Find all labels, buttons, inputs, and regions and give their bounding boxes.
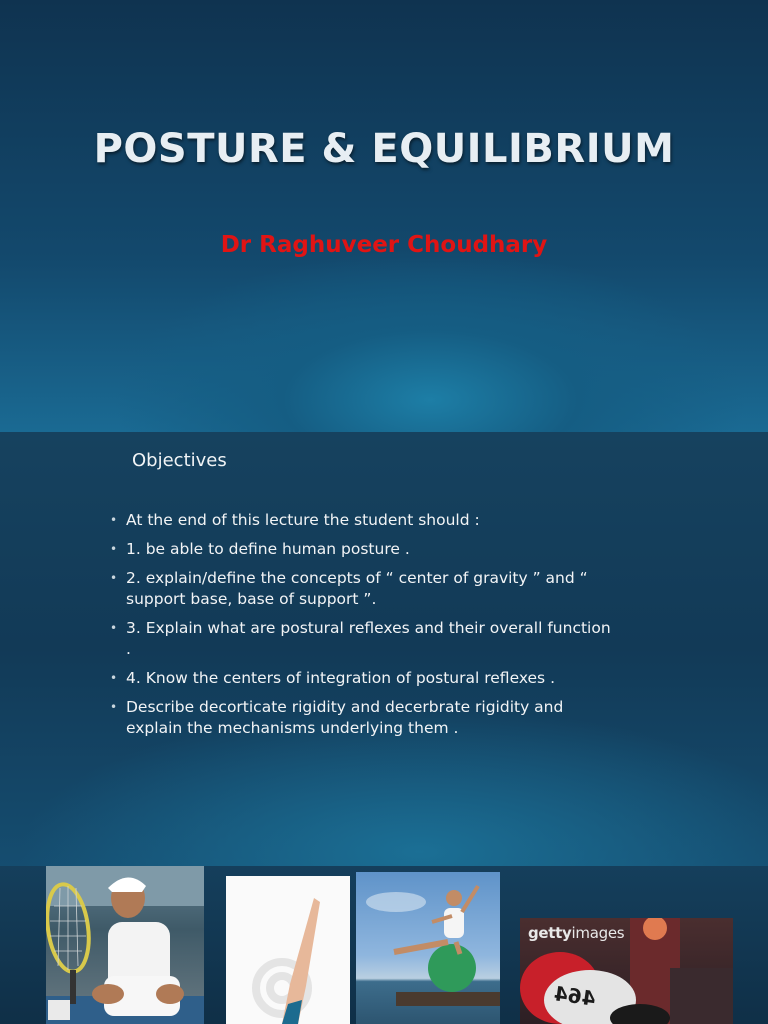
list-item: [110, 568, 620, 610]
slide-author: Dr Raghuveer Choudhary: [220, 232, 548, 258]
bullet-icon: •: [110, 571, 118, 585]
list-item: [110, 510, 620, 531]
list-item: [110, 539, 620, 560]
race-bib-number: 464: [552, 981, 598, 1011]
balance-ball-photo: [356, 872, 500, 1024]
bullet-text: 3. Explain what are postural reflexes and their overall function .: [126, 619, 611, 658]
bullet-text: 4. Know the centers of integration of postural reflexes .: [126, 669, 555, 687]
bullet-icon: •: [110, 671, 118, 685]
bullet-text: 2. explain/define the concepts of “ center of gravity ” and “ support base, base of support ”.: [126, 569, 588, 608]
bullet-icon: •: [110, 542, 118, 556]
getty-images-logo: gettyimages: [528, 924, 625, 942]
list-item: [110, 697, 620, 739]
photos-slide: [0, 866, 768, 1024]
objectives-slide: [0, 432, 768, 866]
bullet-icon: •: [110, 621, 118, 635]
objectives-list: [110, 510, 620, 747]
slide-title: POSTURE & EQUILIBRIUM: [93, 126, 675, 172]
bullet-icon: •: [110, 513, 118, 527]
diver-photo: [226, 876, 350, 1024]
list-item: [110, 668, 620, 689]
bullet-text: 1. be able to define human posture .: [126, 540, 410, 558]
getty-images-photo: [520, 918, 733, 1024]
objectives-heading: Objectives: [132, 450, 227, 471]
tennis-player-photo: [46, 866, 204, 1024]
bullet-text: Describe decorticate rigidity and decerbrate rigidity and explain the mechanisms underlying them .: [126, 698, 564, 737]
bullet-icon: •: [110, 700, 118, 714]
list-item: [110, 618, 620, 660]
bullet-text: At the end of this lecture the student should :: [126, 511, 480, 529]
title-slide: [0, 0, 768, 432]
